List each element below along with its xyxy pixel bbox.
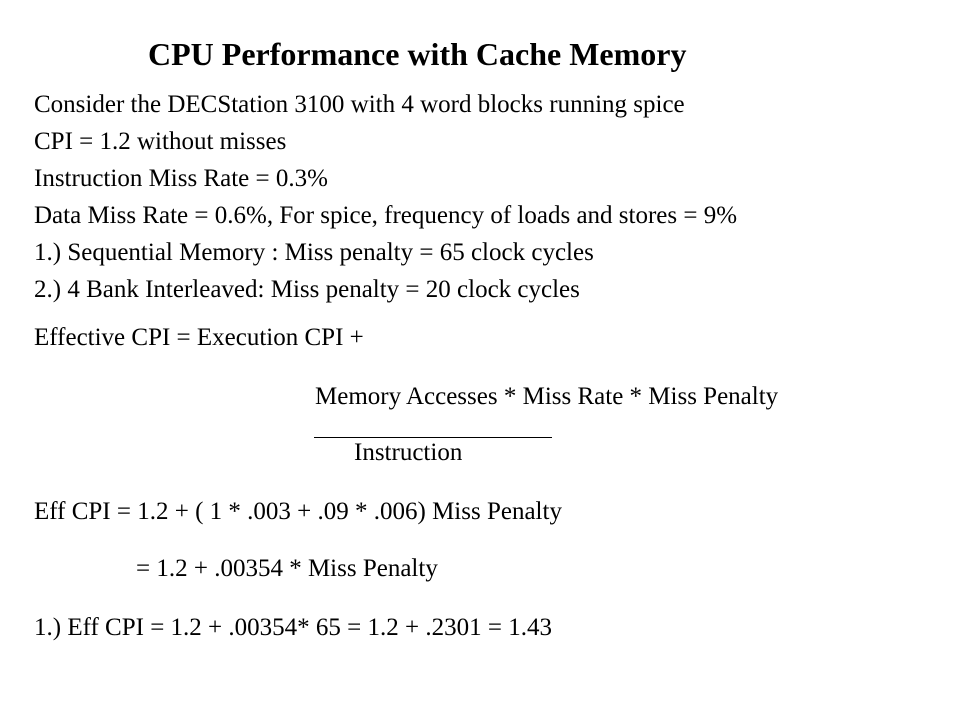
intro-line: Instruction Miss Rate = 0.3% (34, 165, 328, 192)
intro-line: 2.) 4 Bank Interleaved: Miss penalty = 20 clock cycles (34, 276, 580, 303)
intro-line: CPI = 1.2 without misses (34, 128, 287, 155)
eff-cpi-equation: Eff CPI = 1.2 + ( 1 * .003 + .09 * .006) Miss Penalty (34, 498, 562, 525)
eff-cpi-simplified: = 1.2 + .00354 * Miss Penalty (136, 555, 438, 582)
intro-line: Data Miss Rate = 0.6%, For spice, frequency of loads and stores = 9% (34, 202, 738, 229)
intro-line: 1.) Sequential Memory : Miss penalty = 65 clock cycles (34, 239, 594, 266)
intro-block (34, 86, 737, 308)
slide-title: CPU Performance with Cache Memory (148, 36, 687, 72)
formula-numerator: Memory Accesses * Miss Rate * Miss Penalty (315, 383, 779, 410)
effective-cpi-formula-lhs: Effective CPI = Execution CPI + (34, 324, 364, 351)
eff-cpi-result-sequential: 1.) Eff CPI = 1.2 + .00354* 65 = 1.2 + .2301 = 1.43 (34, 614, 552, 641)
formula-denominator: Instruction (354, 439, 463, 466)
intro-line: Consider the DECStation 3100 with 4 word blocks running spice (34, 91, 685, 118)
